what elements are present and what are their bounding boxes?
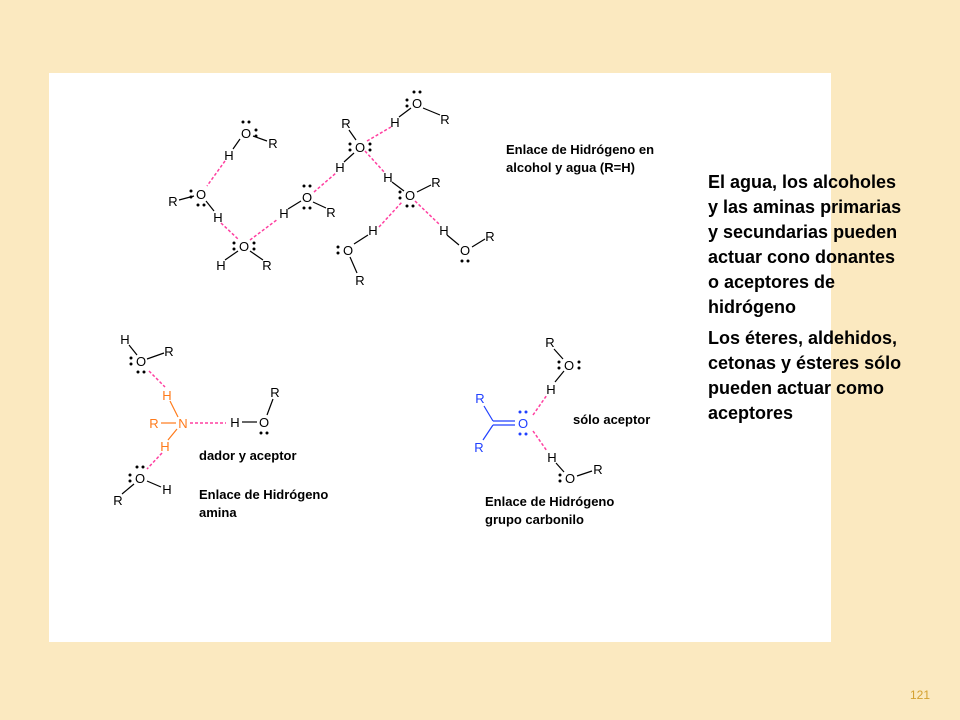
atom-o: O <box>342 243 354 258</box>
atom-h: H <box>335 160 345 175</box>
atom-r: R <box>593 462 603 477</box>
lone-pair-dot <box>337 252 340 255</box>
covalent-bond <box>472 239 485 247</box>
lone-pair-dot <box>559 480 562 483</box>
hydrogen-bond <box>365 151 385 173</box>
hydrogen-bond <box>147 453 162 469</box>
covalent-bond <box>354 235 368 244</box>
atom-o: O <box>195 187 207 202</box>
atom-o: O <box>258 415 270 430</box>
lone-pair-dot <box>558 367 561 370</box>
atom-o: O <box>238 239 250 254</box>
atom-o: O <box>411 96 423 111</box>
atom-r: R <box>485 229 495 244</box>
atom-r: R <box>440 112 450 127</box>
atom-o: O <box>240 126 252 141</box>
lone-pair-dot <box>578 361 581 364</box>
covalent-bond <box>447 235 459 245</box>
atom-h: H <box>383 170 393 185</box>
lone-pair-dot <box>559 474 562 477</box>
lone-pair-dot <box>412 205 415 208</box>
hydrogen-bond <box>149 371 165 387</box>
lone-pair-dot <box>260 432 263 435</box>
atom-r: R <box>168 194 178 209</box>
lone-pair-dot <box>467 260 470 263</box>
atom-h: H <box>546 382 556 397</box>
atom-h: H <box>120 332 130 347</box>
lone-pair-dot <box>136 466 139 469</box>
covalent-bond <box>392 182 404 191</box>
atom-h: H <box>160 439 170 454</box>
lone-pair-dot <box>525 411 528 414</box>
covalent-bond <box>147 481 161 487</box>
atom-o: O <box>301 190 313 205</box>
lone-pair-dot <box>406 99 409 102</box>
atom-n: N <box>178 416 188 431</box>
atom-r: R <box>341 116 351 131</box>
lone-pair-dot <box>349 143 352 146</box>
lone-pair-dot <box>255 129 258 132</box>
lone-pair-dot <box>266 432 269 435</box>
atom-o: O <box>135 354 147 369</box>
covalent-bond <box>350 257 357 273</box>
lone-pair-dot <box>242 121 245 124</box>
atom-h: H <box>547 450 557 465</box>
atom-r: R <box>270 385 280 400</box>
atom-r: R <box>355 273 365 288</box>
lone-pair-dot <box>419 91 422 94</box>
alcohol-water-caption-line2: alcohol y agua (R=H) <box>506 160 635 175</box>
lone-pair-dot <box>197 204 200 207</box>
lone-pair-dot <box>233 248 236 251</box>
lone-pair-dot <box>143 371 146 374</box>
lone-pair-dot <box>190 196 193 199</box>
lone-pair-dot <box>461 260 464 263</box>
side-explanation <box>708 170 908 432</box>
lone-pair-dot <box>255 135 258 138</box>
covalent-bond <box>484 406 493 421</box>
lone-pair-dot <box>399 191 402 194</box>
atom-h: H <box>439 223 449 238</box>
lone-pair-dot <box>558 361 561 364</box>
lone-pair-dot <box>248 121 251 124</box>
atom-h: H <box>162 388 172 403</box>
hydrogen-bond <box>250 219 278 240</box>
lone-pair-dot <box>525 433 528 436</box>
atom-r: R <box>545 335 555 350</box>
atom-h: H <box>162 482 172 497</box>
hydrogen-bond <box>415 201 439 224</box>
lone-pair-dot <box>253 242 256 245</box>
covalent-bond <box>267 399 273 415</box>
lone-pair-dot <box>519 411 522 414</box>
lone-pair-dot <box>129 480 132 483</box>
atom-o: O <box>563 358 575 373</box>
carbonyl-caption-line1: Enlace de Hidrógeno <box>485 494 615 509</box>
atom-h: H <box>230 415 240 430</box>
covalent-bond <box>313 202 326 208</box>
lone-pair-dot <box>406 205 409 208</box>
alcohol-water-caption-line1: Enlace de Hidrógeno en <box>506 142 655 157</box>
atom-o: O <box>404 188 416 203</box>
covalent-bond <box>399 108 411 117</box>
atom-r: R <box>113 493 123 508</box>
covalent-bond <box>554 349 563 359</box>
lone-pair-dot <box>369 143 372 146</box>
atom-r: R <box>431 175 441 190</box>
hydrogen-bond <box>314 173 336 192</box>
lone-pair-dot <box>369 149 372 152</box>
covalent-bond <box>556 463 564 472</box>
atom-h: H <box>368 223 378 238</box>
lone-pair-dot <box>303 207 306 210</box>
acceptor-only-paragraph: Los éteres, aldehidos, cetonas y ésteres sólo pueden actuar como aceptores <box>708 328 902 423</box>
lone-pair-dot <box>413 91 416 94</box>
atom-h: H <box>390 115 400 130</box>
hydrogen-bond <box>533 395 547 415</box>
lone-pair-dot <box>309 207 312 210</box>
page-number: 121 <box>910 688 931 702</box>
atom-o: O <box>459 243 471 258</box>
lone-pair-dot <box>406 105 409 108</box>
lone-pair-dot <box>519 433 522 436</box>
covalent-bond <box>225 251 238 260</box>
carbonyl-role-label: sólo aceptor <box>573 412 651 427</box>
lone-pair-dot <box>203 204 206 207</box>
amine-caption-line1: Enlace de Hidrógeno <box>199 487 329 502</box>
lone-pair-dot <box>309 185 312 188</box>
atom-r: R <box>268 136 278 151</box>
covalent-bond <box>483 425 493 440</box>
lone-pair-dot <box>578 367 581 370</box>
atom-r: R <box>262 258 272 273</box>
atom-o: O <box>354 140 366 155</box>
lone-pair-dot <box>130 363 133 366</box>
covalent-bond <box>555 371 564 382</box>
covalent-bond <box>250 251 263 260</box>
lone-pair-dot <box>142 466 145 469</box>
covalent-bond <box>288 201 301 209</box>
lone-pair-dot <box>337 246 340 249</box>
hydrogen-bonds <box>147 127 547 469</box>
covalent-bond <box>417 185 431 192</box>
covalent-bond <box>147 353 164 359</box>
atom-r: R <box>164 344 174 359</box>
hydrogen-bond <box>367 127 391 141</box>
atom-o: O <box>564 471 576 486</box>
lone-pair-dot <box>137 371 140 374</box>
covalent-bond <box>423 108 440 115</box>
atom-r: R <box>474 440 484 455</box>
donor-acceptor-paragraph: El agua, los alcoholes y las aminas primarias y secundarias pueden actuar cono donantes o aceptores de hidrógeno <box>708 172 902 317</box>
atom-h: H <box>213 210 223 225</box>
amine-role-label: dador y aceptor <box>199 448 297 463</box>
covalent-bond <box>344 153 354 162</box>
atom-r: R <box>326 205 336 220</box>
lone-pair-dot <box>190 190 193 193</box>
covalent-bond <box>577 471 592 476</box>
covalent-bond <box>349 130 356 140</box>
lone-pair-dot <box>399 197 402 200</box>
atom-symbols <box>113 96 602 508</box>
lone-pair-dot <box>233 242 236 245</box>
lone-pair-dot <box>303 185 306 188</box>
atom-r: R <box>475 391 485 406</box>
atom-o: O <box>134 471 146 486</box>
lone-pair-dot <box>349 149 352 152</box>
hydrogen-bond <box>207 161 225 186</box>
amine-caption-line2: amina <box>199 505 237 520</box>
hydrogen-bond <box>379 202 402 227</box>
atom-h: H <box>216 258 226 273</box>
lone-pair-dot <box>130 357 133 360</box>
lone-pair-dot <box>129 474 132 477</box>
lone-pair-dot <box>253 248 256 251</box>
hydrogen-bond <box>533 431 547 451</box>
atom-r: R <box>149 416 159 431</box>
hydrogen-bond <box>221 223 238 239</box>
atom-h: H <box>224 148 234 163</box>
carbonyl-caption-line2: grupo carbonilo <box>485 512 584 527</box>
covalent-bond <box>170 401 178 417</box>
covalent-bond <box>233 139 240 149</box>
atom-o: O <box>517 416 529 431</box>
covalent-bond <box>122 484 134 494</box>
atom-h: H <box>279 206 289 221</box>
